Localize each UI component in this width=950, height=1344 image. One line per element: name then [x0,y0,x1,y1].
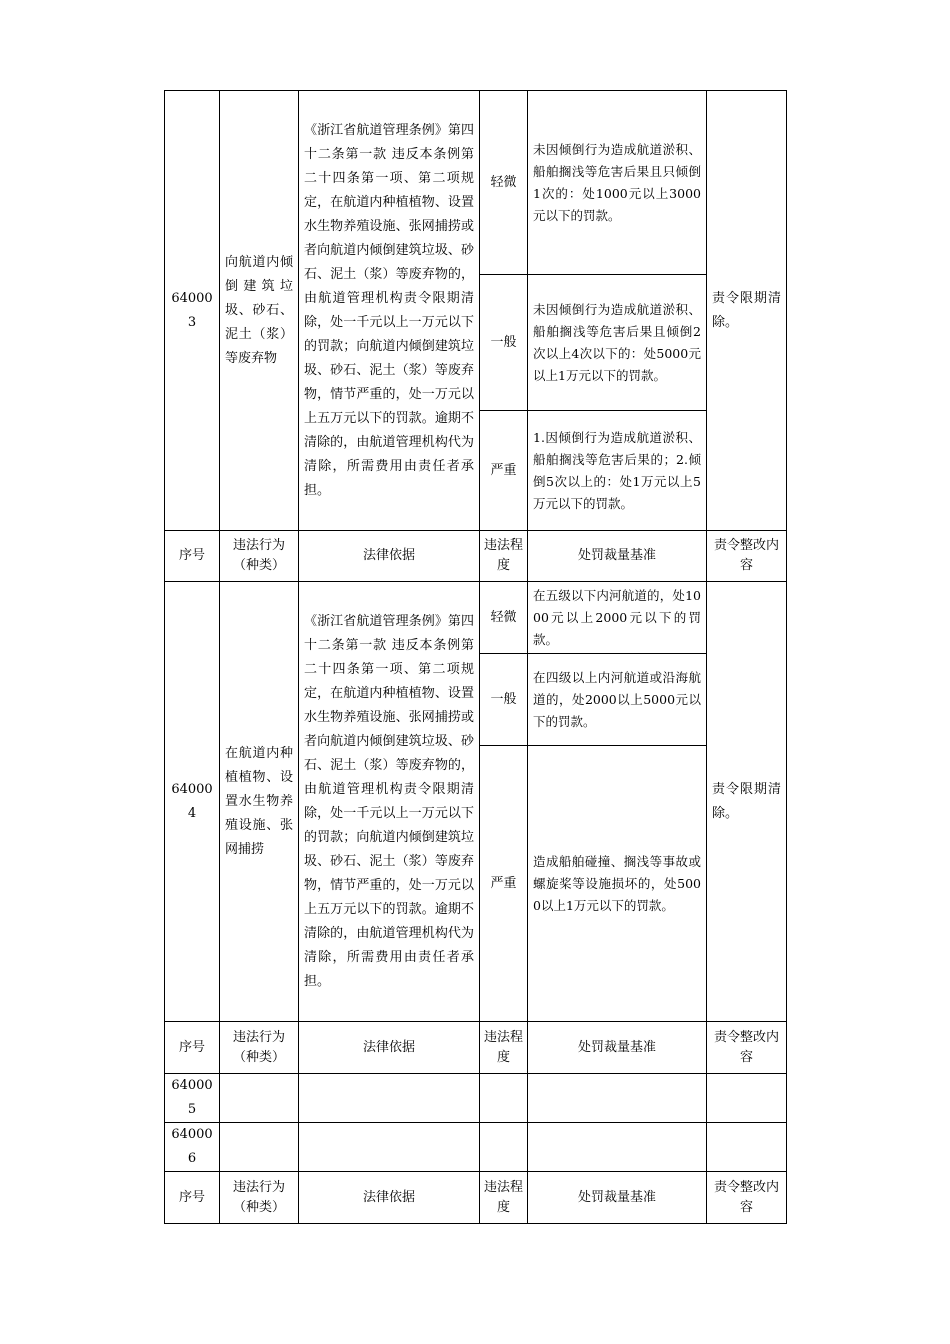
rectification-cell: 责令限期清除。 [707,91,787,531]
header-basis: 法律依据 [299,1022,480,1074]
header-basis: 法律依据 [299,531,480,582]
table-row [165,1123,787,1172]
standard-cell: 未因倾倒行为造成航道淤积、船舶搁浅等危害后果且只倾倒1次的：处1000元以上3000元以下的罚款。 [528,91,707,275]
degree-cell: 严重 [480,411,528,531]
header-order: 责令整改内容 [707,1172,787,1224]
row-id: 640004 [165,582,220,1022]
table-header-row [165,1022,787,1074]
standard-cell: 在四级以上内河航道或沿海航道的，处2000以上5000元以下的罚款。 [528,654,707,746]
table-header-row [165,1172,787,1224]
row-id: 640005 [165,1074,220,1123]
header-basis: 法律依据 [299,1172,480,1224]
empty-cell [707,1074,787,1123]
table-row [165,1074,787,1123]
degree-cell: 一般 [480,275,528,411]
empty-cell [707,1123,787,1172]
standard-cell: 造成船舶碰撞、搁浅等事故或螺旋桨等设施损坏的，处5000以上1万元以下的罚款。 [528,746,707,1022]
degree-cell: 一般 [480,654,528,746]
degree-cell: 轻微 [480,582,528,654]
header-order: 责令整改内容 [707,531,787,582]
header-order: 责令整改内容 [707,1022,787,1074]
penalty-table [164,90,787,1224]
header-degree: 违法程度 [480,531,528,582]
header-degree: 违法程度 [480,1172,528,1224]
empty-cell [299,1123,480,1172]
table-row [165,582,787,654]
standard-cell: 未因倾倒行为造成航道淤积、船舶搁浅等危害后果且倾倒2次以上4次以下的：处5000元以上1万元以下的罚款。 [528,275,707,411]
violation-type: 在航道内种植植物、设置水生物养殖设施、张网捕捞 [220,582,299,1022]
degree-cell: 严重 [480,746,528,1022]
header-act: 违法行为（种类） [220,531,299,582]
empty-cell [480,1123,528,1172]
empty-cell [299,1074,480,1123]
empty-cell [528,1074,707,1123]
table-row [165,91,787,275]
header-standard: 处罚裁量基准 [528,531,707,582]
header-act: 违法行为（种类） [220,1022,299,1074]
rectification-cell: 责令限期清除。 [707,582,787,1022]
header-no: 序号 [165,531,220,582]
violation-type: 向航道内倾倒建筑垃圾、砂石、泥土（浆）等废弃物 [220,91,299,531]
empty-cell [220,1123,299,1172]
header-standard: 处罚裁量基准 [528,1172,707,1224]
header-standard: 处罚裁量基准 [528,1022,707,1074]
header-no: 序号 [165,1022,220,1074]
standard-cell: 在五级以下内河航道的，处1000元以上2000元以下的罚款。 [528,582,707,654]
header-no: 序号 [165,1172,220,1224]
header-act: 违法行为（种类） [220,1172,299,1224]
header-degree: 违法程度 [480,1022,528,1074]
degree-cell: 轻微 [480,91,528,275]
legal-basis: 《浙江省航道管理条例》第四十二条第一款 违反本条例第二十四条第一项、第二项规定，在航道内种植植物、设置水生物养殖设施、张网捕捞或者向航道内倾倒建筑垃圾、砂石、泥土（浆）等废弃物的，由航道管理机构责令限期清除，处一千元以上一万元以下的罚款；向航道内倾倒建筑垃圾、砂石、泥土（浆）等废弃物，情节严重的，处一万元以上五万元以下的罚款。逾期不清除的，由航道管理机构代为清除，所需费用由责任者承担。 [299,91,480,531]
row-id: 640006 [165,1123,220,1172]
legal-basis: 《浙江省航道管理条例》第四十二条第一款 违反本条例第二十四条第一项、第二项规定，在航道内种植植物、设置水生物养殖设施、张网捕捞或者向航道内倾倒建筑垃圾、砂石、泥土（浆）等废弃物的，由航道管理机构责令限期清除，处一千元以上一万元以下的罚款；向航道内倾倒建筑垃圾、砂石、泥土（浆）等废弃物，情节严重的，处一万元以上五万元以下的罚款。逾期不清除的，由航道管理机构代为清除，所需费用由责任者承担。 [299,582,480,1022]
empty-cell [480,1074,528,1123]
row-id: 640003 [165,91,220,531]
standard-cell: 1.因倾倒行为造成航道淤积、船舶搁浅等危害后果的；2.倾倒5次以上的：处1万元以上5万元以下的罚款。 [528,411,707,531]
empty-cell [528,1123,707,1172]
table-header-row [165,531,787,582]
empty-cell [220,1074,299,1123]
